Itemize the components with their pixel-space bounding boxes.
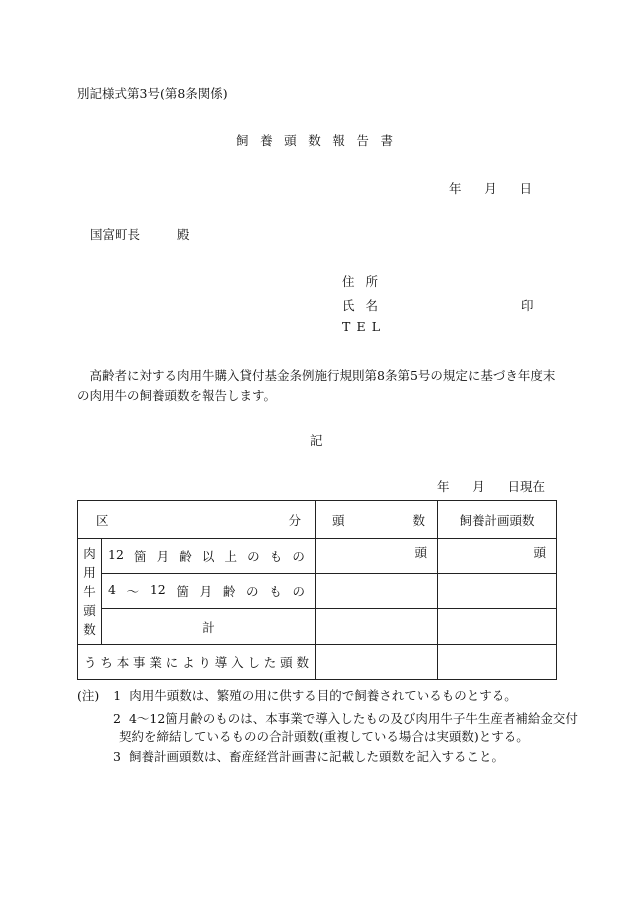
table-row <box>78 609 557 645</box>
label-char: 箇 <box>176 584 189 599</box>
plan-heads-cell[interactable] <box>438 609 557 645</box>
month-label: 月 <box>484 181 497 196</box>
header-char: 数 <box>412 512 425 528</box>
label-char: E <box>356 319 366 334</box>
form-number: 別記様式第3号(第8条関係) <box>77 86 228 101</box>
label-char: う <box>84 655 97 670</box>
title-char: 数 <box>308 133 321 148</box>
label-char: L <box>371 319 380 334</box>
addressee <box>90 225 190 243</box>
title-char: 書 <box>380 133 393 148</box>
note-number: 1 <box>113 688 122 703</box>
label-char: も <box>269 549 283 564</box>
label-char: 事 <box>133 655 146 670</box>
as-of-label: 日現在 <box>507 479 545 494</box>
label-char: の <box>292 549 305 564</box>
report-date <box>449 179 532 197</box>
body-paragraph: 高齢者に対する肉用牛購入貸付基金条例施行規則第8条第5号の規定に基づき年度末の肉用牛の飼養頭数を報告します。 <box>77 368 556 403</box>
document-title <box>236 131 393 149</box>
tel-label <box>342 319 380 334</box>
label-char: 頭 <box>83 603 96 618</box>
header-char: 頭 <box>332 512 345 528</box>
note-item <box>77 686 517 704</box>
plan-heads-cell[interactable]: 頭 <box>438 539 557 574</box>
table-row <box>78 645 557 680</box>
row-label-total: 計 <box>102 609 316 645</box>
label-char: 月 <box>156 549 170 564</box>
note-text: 飼養計画頭数は、畜産経営計画書に記載した頭数を記入すること。 <box>128 749 504 764</box>
label-char: 齢 <box>179 549 192 564</box>
title-char: 報 <box>332 133 345 148</box>
label-char: 入 <box>231 655 244 670</box>
label-char: た <box>263 655 277 670</box>
year-label: 年 <box>437 479 450 494</box>
note-item <box>113 747 504 765</box>
label-char: の <box>247 549 260 564</box>
row-label-12-months-plus <box>102 539 316 574</box>
heads-header <box>316 501 438 539</box>
label-char: に <box>165 655 179 670</box>
label-char: の <box>292 584 305 599</box>
label-char: り <box>198 655 211 670</box>
label-char: 所 <box>365 274 378 289</box>
label-char: 名 <box>365 298 378 313</box>
label-char: 用 <box>83 565 96 580</box>
table-row <box>78 539 557 574</box>
label-char: 齢 <box>222 584 236 599</box>
heads-cell[interactable]: 頭 <box>316 539 438 574</box>
label-char: 4 <box>108 582 116 597</box>
label-char: 箇 <box>134 549 147 564</box>
plan-heads-header: 飼養計画頭数 <box>438 501 557 539</box>
header-char: 区 <box>96 512 109 528</box>
heads-cell[interactable] <box>316 574 438 609</box>
note-text: 肉用牛頭数は、繁殖の用に供する目的で飼養されているものとする。 <box>129 688 517 703</box>
label-char: ～ <box>126 584 140 599</box>
label-char: 頭 <box>280 655 293 670</box>
month-label: 月 <box>472 479 485 494</box>
plan-heads-cell[interactable] <box>438 574 557 609</box>
label-char: 以 <box>201 549 215 564</box>
note-number: 3 <box>113 749 121 764</box>
label-char: 月 <box>199 584 213 599</box>
label-char: 12 <box>149 582 166 597</box>
header-char: 分 <box>288 512 301 528</box>
label-char: 12 <box>108 547 124 562</box>
label-char: 業 <box>149 655 162 670</box>
label-char: 導 <box>214 655 228 670</box>
note-item <box>113 709 578 727</box>
note-number: 2 <box>113 711 121 726</box>
label-char: よ <box>182 655 195 670</box>
label-char: 上 <box>224 549 238 564</box>
addressee-honorific: 殿 <box>177 227 190 242</box>
day-label: 日 <box>519 181 532 196</box>
label-char: T <box>342 319 351 334</box>
plan-heads-cell[interactable] <box>438 645 557 680</box>
livestock-table <box>77 500 557 680</box>
label-char: 数 <box>296 655 309 670</box>
label-char: ち <box>100 655 113 670</box>
status-date <box>437 477 545 495</box>
ki-heading: 記 <box>310 433 323 448</box>
label-char: 氏 <box>342 298 355 313</box>
beef-cattle-count-label <box>78 539 102 645</box>
division-header <box>78 501 316 539</box>
label-char: 本 <box>116 655 130 670</box>
addressee-name: 国富町長 <box>90 227 141 242</box>
row-label-4-12-months <box>102 574 316 609</box>
note-text-continued: 契約を締結しているものの合計頭数(重複している場合は実頭数)とする。 <box>119 729 529 744</box>
year-label: 年 <box>449 181 462 196</box>
notes-prefix: (注) <box>77 688 100 703</box>
heads-cell[interactable] <box>316 645 438 680</box>
title-char: 告 <box>356 133 369 148</box>
label-char: も <box>269 584 282 599</box>
title-char: 頭 <box>284 133 297 148</box>
heads-cell[interactable] <box>316 609 438 645</box>
label-char: 数 <box>83 622 96 637</box>
label-char: 牛 <box>83 584 96 599</box>
label-char: の <box>246 584 259 599</box>
table-header-row <box>78 501 557 539</box>
address-label <box>342 272 378 290</box>
title-char: 養 <box>260 133 273 148</box>
seal-mark: 印 <box>521 298 534 313</box>
note-text: 4～12箇月齢のものは、本事業で導入したもの及び肉用牛子牛生産者補給金交付 <box>128 711 578 726</box>
label-char: 住 <box>342 274 355 289</box>
name-label <box>342 296 378 314</box>
title-char: 飼 <box>236 133 249 148</box>
row-label-introduced <box>78 645 316 680</box>
label-char: 肉 <box>83 546 96 561</box>
table-row <box>78 574 557 609</box>
label-char: し <box>247 655 260 670</box>
